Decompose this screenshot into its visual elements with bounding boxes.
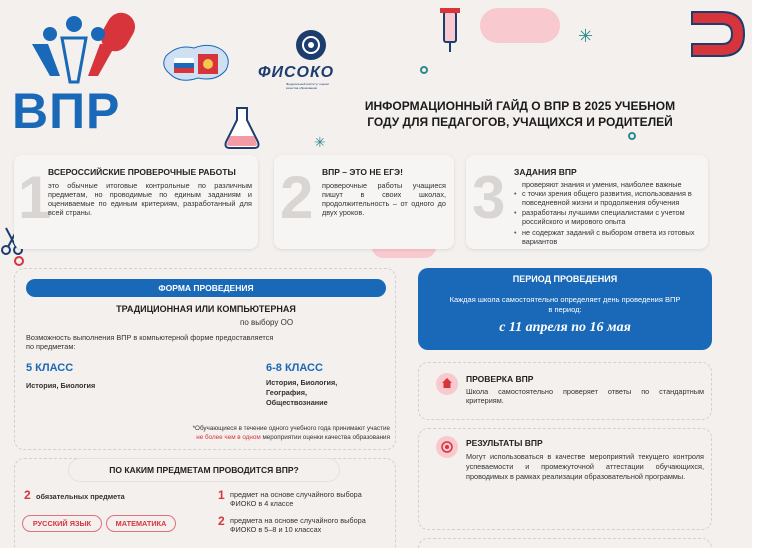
card-3-body [514, 180, 706, 247]
magnet-icon [682, 6, 752, 64]
card-3-number: 3 [472, 164, 506, 231]
period-dates: с 11 апреля по 16 мая [499, 320, 631, 335]
card-1-title: ВСЕРОССИЙСКИЕ ПРОВЕРОЧНЫЕ РАБОТЫ [48, 167, 236, 177]
grade68-title: 6-8 КЛАСС [266, 362, 323, 374]
fioko-logo-subtitle: Федеральный институт оценки качества образования [286, 82, 329, 90]
card-2-number: 2 [280, 164, 314, 231]
card-3-bullet: • с точки зрения общего развития, использования в повседневной жизни и продолжения обучения [514, 189, 706, 207]
star-deco-2: ✳ [314, 134, 326, 150]
syringe-icon [430, 6, 470, 54]
results-text: Могут использоваться в качестве мероприятий текущего контроля успеваемости и промежуточной аттестации обучающихся, проводимых в рамках реализации образовательной программы. [466, 452, 704, 481]
check-title: ПРОВЕРКА ВПР [466, 374, 534, 384]
mandatory-number: 2 [24, 488, 31, 502]
random2-number: 2 [218, 514, 225, 528]
page-title-line1: ИНФОРМАЦИОННЫЙ ГАЙД О ВПР В 2025 УЧЕБНОМ [364, 99, 676, 113]
flask-icon [222, 104, 262, 150]
grade68-subjects: История, Биология, География, Обществознание [266, 378, 338, 407]
star-deco-1: ✳ [578, 26, 594, 46]
card-2-title: ВПР – ЭТО НЕ ЕГЭ! [322, 167, 403, 177]
card-3-title: ЗАДАНИЯ ВПР [514, 167, 577, 177]
page-title-line2: ГОДУ ДЛЯ ПЕДАГОГОВ, УЧАЩИХСЯ И РОДИТЕЛЕЙ [367, 115, 673, 130]
card-3-bullet: • разработаны лучшими специалистами с учетом российского и мирового опыта [514, 208, 706, 226]
mandatory-label: обязательных предмета [36, 492, 125, 501]
form-note-line2 [120, 434, 390, 443]
form-note-red: не более чем в одном [196, 433, 261, 441]
target-icon [441, 441, 453, 453]
circle-deco-1 [420, 66, 428, 74]
random1-text: предмет на основе случайного выбора ФИОКО в 4 классе [230, 490, 362, 509]
period-header: ПЕРИОД ПРОВЕДЕНИЯ [512, 274, 618, 284]
circle-deco-2 [628, 132, 636, 140]
results-title: РЕЗУЛЬТАТЫ ВПР [466, 438, 543, 448]
random1-number: 1 [218, 488, 225, 502]
grade5-title: 5 КЛАСС [26, 362, 74, 374]
fioko-emblem-icon [294, 28, 328, 62]
form-note [120, 425, 390, 442]
form-type: ТРАДИЦИОННАЯ ИЛИ КОМПЬЮТЕРНАЯ [116, 304, 296, 314]
fioko-logo-text: ФИСОКО [258, 64, 335, 81]
card-2-text: проверочные работы учащиеся пишут в своих школах, продолжительность – от одного до двух уроков. [322, 181, 446, 218]
pill-math: МАТЕМАТИКА [106, 515, 176, 532]
subjects-header: ПО КАКИМ ПРЕДМЕТАМ ПРОВОДИТСЯ ВПР? [109, 465, 299, 475]
bottom-section [418, 538, 712, 548]
page-title [330, 98, 710, 130]
card-1-text: это обычные итоговые контрольные по различным предметам, но проводимые по единым заданиям и оцениваемые по единым критериям, разработанный для всей страны. [48, 181, 252, 218]
random2-text: предмета на основе случайного выбора ФИОКО в 5–8 и 10 классах [230, 516, 366, 535]
card-1-number: 1 [18, 164, 52, 231]
period-text: Каждая школа самостоятельно определяет день проведения ВПР в период: [449, 295, 681, 314]
vpr-logo-figures [26, 14, 122, 88]
right-edge [752, 0, 760, 548]
form-note-rest: мероприятии оценки качества образования [260, 433, 390, 441]
form-possibility: Возможность выполнения ВПР в компьютерной форме предоставляется по предметам: [26, 333, 274, 352]
form-header: ФОРМА ПРОВЕДЕНИЯ [26, 279, 386, 297]
check-text: Школа самостоятельно проверяет ответы по стандартным критериям. [466, 387, 704, 406]
pink-blob-top [480, 8, 560, 43]
card-3-lead: проверяют знания и умения, наиболее важные [522, 180, 682, 189]
vpr-logo-text: ВПР [12, 83, 121, 139]
form-note-line1: *Обучающиеся в течение одного учебного года принимают участие [192, 425, 390, 432]
pill-russian: РУССКИЙ ЯЗЫК [22, 515, 102, 532]
grade5-subjects: История, Биология [26, 381, 96, 390]
form-by-choice: по выбору ОО [240, 318, 294, 327]
card-3-bullet: • не содержат заданий с выбором ответа из готовых вариантов [514, 228, 706, 246]
region-map-flag-icon [160, 40, 236, 86]
circle-deco-3 [14, 256, 24, 266]
home-icon [441, 377, 453, 389]
